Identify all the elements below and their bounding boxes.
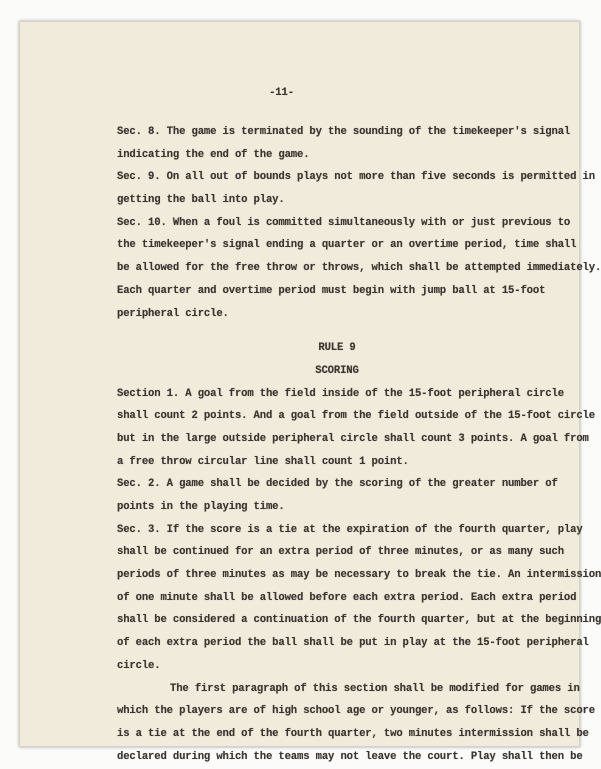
text-line: a free throw circular line shall count 1 point. (117, 455, 409, 468)
text-line: is a tie at the end of the fourth quarter, two minutes intermission shall be (117, 727, 589, 740)
rule8-section-10 (117, 212, 601, 325)
text-line: shall be considered a continuation of the fourth quarter, but at the beginning (117, 614, 601, 627)
page-number: -11- (269, 87, 294, 99)
rule9-section-2 (117, 473, 557, 518)
text-line: points in the playing time. (117, 501, 285, 513)
text-line: getting the ball into play. (117, 194, 285, 207)
text-line: Each quarter and overtime period must begin with jump ball at 15-foot (117, 284, 546, 297)
rule-heading: RULE 9 (318, 342, 356, 355)
text-line: shall count 2 points. And a goal from the field outside of the 15-foot circle (117, 410, 595, 423)
document-page (19, 21, 601, 763)
rule8-section-9 (117, 166, 595, 211)
text-line: Sec. 2. A game shall be decided by the scoring of the greater number of (117, 478, 558, 491)
text-line: the timekeeper's signal ending a quarter or an overtime period, time shall (117, 239, 577, 252)
text-line: peripheral circle. (117, 307, 229, 320)
rule9-section-1 (117, 383, 595, 474)
text-line: circle. (117, 659, 161, 672)
rule9-paragraph (117, 678, 595, 769)
text-line: of each extra period the ball shall be put in play at the 15-foot peripheral (117, 637, 589, 650)
text-line: Sec. 3. If the score is a tie at the expiration of the fourth quarter, play (117, 523, 583, 536)
document-body (117, 121, 601, 768)
text-line: of one minute shall be allowed before each extra period. Each extra period (117, 591, 577, 604)
text-line: periods of three minutes as may be necessary to break the tie. An intermission (117, 569, 601, 582)
text-line: shall be continued for an extra period of three minutes, or as many such (117, 546, 564, 559)
text-line: Sec. 10. When a foul is committed simultaneously with or just previous to (117, 216, 571, 229)
text-line: but in the large outside peripheral circle shall count 3 points. A goal from (117, 432, 589, 445)
text-line: Section 1. A goal from the field inside of the 15-foot peripheral circle (117, 387, 564, 400)
text-line: Sec. 8. The game is terminated by the sounding of the timekeeper's signal (117, 126, 571, 138)
rule9-section-3 (117, 519, 601, 678)
rule-subheading: SCORING (315, 364, 359, 377)
text-line: Sec. 9. On all out of bounds plays not more than five seconds is permitted in (117, 171, 595, 184)
rule8-section-8 (117, 121, 571, 166)
text-line: which the players are of high school age or younger, as follows: If the score (117, 705, 595, 718)
text-line: The first paragraph of this section shall be modified for games in (170, 682, 580, 695)
text-line: declared during which the teams may not leave the court. Play shall then be (117, 750, 583, 763)
text-line: be allowed for the free throw or throws, which shall be attempted immediately. (117, 262, 601, 275)
text-line: indicating the end of the game. (117, 148, 310, 161)
